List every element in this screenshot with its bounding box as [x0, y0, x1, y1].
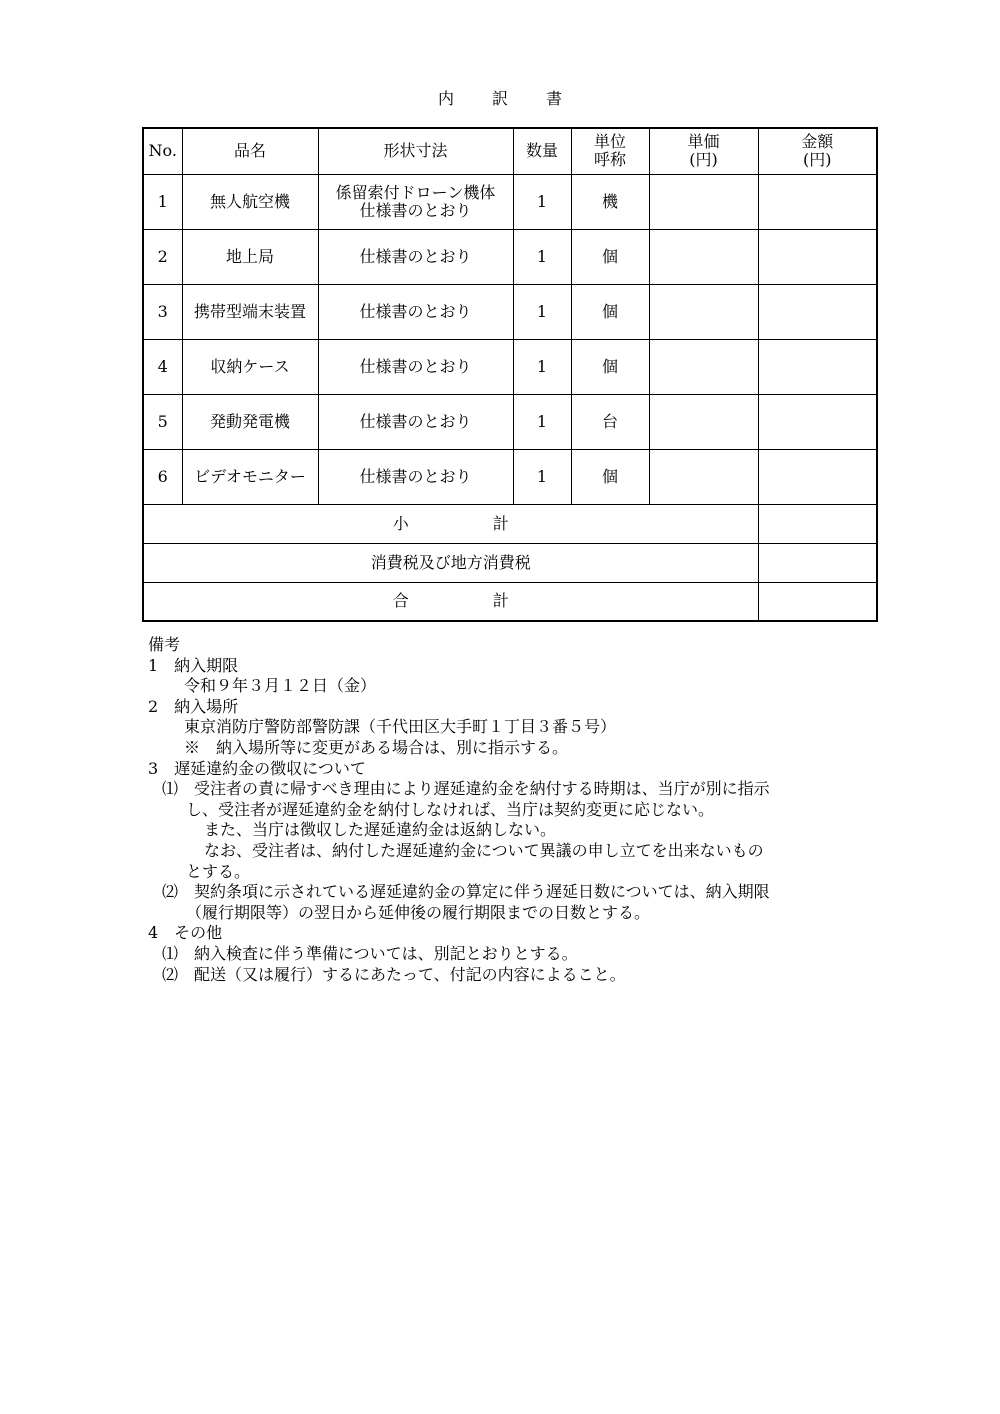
- header-unit-line2: 呼称: [593, 150, 626, 170]
- header-unit-line1: 単位: [593, 132, 626, 152]
- subtotal-label: [143, 504, 758, 543]
- row-amount: [758, 174, 877, 229]
- row-item-name: 無人航空機: [182, 174, 318, 229]
- remarks-item-3-1-line3: また、当庁は徴収した遅延違約金は返納しない。: [204, 820, 557, 840]
- remarks-item-3-1-line5: とする。: [186, 861, 251, 881]
- remarks-item-3-1-line1: ⑴ 受注者の責に帰すべき理由により遅延違約金を納付する時期は、当庁が別に指示: [162, 779, 770, 799]
- header-unit: [571, 128, 649, 174]
- row-quantity: 1: [513, 229, 571, 284]
- remarks-item-1-heading: 1 納入期限: [148, 655, 239, 675]
- title-char-3: 書: [546, 89, 563, 108]
- row-no: 3: [143, 284, 182, 339]
- table-row: [143, 284, 877, 339]
- row-unit: 個: [571, 229, 649, 284]
- row-amount: [758, 229, 877, 284]
- remarks-item-3-1-line4: なお、受注者は、納付した遅延違約金について異議の申し立てを出来ないもの: [204, 840, 764, 860]
- subtotal-char-2: 計: [492, 513, 509, 533]
- row-quantity: 1: [513, 339, 571, 394]
- row-item-name: ビデオモニター: [182, 449, 318, 504]
- total-label: [143, 582, 758, 621]
- remarks-item-4-2: ⑵ 配送（又は履行）するにあたって、付記の内容によること。: [162, 964, 626, 984]
- row-quantity: 1: [513, 284, 571, 339]
- remarks-item-3-heading: 3 遅延違約金の徴収について: [148, 758, 366, 778]
- tax-row: [143, 543, 877, 582]
- remarks-item-3-2-line1: ⑵ 契約条項に示されている遅延違約金の算定に伴う遅延日数については、納入期限: [162, 882, 770, 902]
- row-no: 6: [143, 449, 182, 504]
- header-unit-price-line1: 単価: [687, 132, 720, 152]
- total-row: [143, 582, 877, 621]
- row-unit-price: [649, 174, 758, 229]
- header-quantity: 数量: [513, 128, 571, 174]
- document-title: [0, 86, 1000, 109]
- total-amount: [758, 582, 877, 621]
- table-row: [143, 174, 877, 229]
- row-unit: 台: [571, 394, 649, 449]
- row-spec: 仕様書のとおり: [318, 229, 513, 284]
- row-item-name: 地上局: [182, 229, 318, 284]
- header-amount-line2: (円): [803, 150, 832, 170]
- table-row: [143, 449, 877, 504]
- row-spec-line1: 係留索付ドローン機体: [335, 182, 496, 202]
- row-no: 2: [143, 229, 182, 284]
- header-no: No.: [143, 128, 182, 174]
- total-char-1: 合: [392, 591, 409, 611]
- row-amount: [758, 339, 877, 394]
- row-item-name: 携帯型端末装置: [182, 284, 318, 339]
- remarks-delivery-deadline: 令和９年３月１２日（金）: [184, 676, 377, 696]
- tax-label: 消費税及び地方消費税: [143, 543, 758, 582]
- remarks-section: [148, 635, 878, 985]
- tax-amount: [758, 543, 877, 582]
- row-item-name: 発動発電機: [182, 394, 318, 449]
- row-spec: 仕様書のとおり: [318, 339, 513, 394]
- row-unit: 個: [571, 339, 649, 394]
- title-char-2: 訳: [491, 89, 508, 108]
- row-no: 4: [143, 339, 182, 394]
- table-row: [143, 229, 877, 284]
- row-unit-price: [649, 229, 758, 284]
- row-item-name: 収納ケース: [182, 339, 318, 394]
- row-no: 1: [143, 174, 182, 229]
- row-quantity: 1: [513, 449, 571, 504]
- remarks-item-3-1-line2: し、受注者が遅延違約金を納付しなければ、当庁は契約変更に応じない。: [186, 799, 715, 819]
- subtotal-amount: [758, 504, 877, 543]
- subtotal-row: [143, 504, 877, 543]
- header-amount-line1: 金額: [801, 132, 834, 152]
- remarks-item-4-1: ⑴ 納入検査に伴う準備については、別記とおりとする。: [162, 943, 578, 963]
- header-item-name: 品名: [182, 128, 318, 174]
- row-unit: 個: [571, 284, 649, 339]
- header-amount: [758, 128, 877, 174]
- row-spec: 仕様書のとおり: [318, 449, 513, 504]
- header-unit-price: [649, 128, 758, 174]
- table-row: [143, 339, 877, 394]
- row-amount: [758, 284, 877, 339]
- row-no: 5: [143, 394, 182, 449]
- remarks-item-3-2-line2: （履行期限等）の翌日から延伸後の履行期限までの日数とする。: [186, 902, 651, 922]
- row-spec: [318, 174, 513, 229]
- row-unit-price: [649, 284, 758, 339]
- row-quantity: 1: [513, 394, 571, 449]
- title-char-1: 内: [437, 89, 454, 108]
- remarks-delivery-place-note: ※ 納入場所等に変更がある場合は、別に指示する。: [184, 737, 569, 757]
- table-row: [143, 394, 877, 449]
- header-spec: 形状寸法: [318, 128, 513, 174]
- row-unit-price: [649, 339, 758, 394]
- row-unit-price: [649, 394, 758, 449]
- remarks-heading: 備考: [148, 635, 181, 654]
- row-unit-price: [649, 449, 758, 504]
- row-amount: [758, 394, 877, 449]
- row-spec-line2: 仕様書のとおり: [359, 200, 472, 220]
- total-char-2: 計: [492, 591, 509, 611]
- row-spec: 仕様書のとおり: [318, 394, 513, 449]
- breakdown-table: [142, 127, 878, 622]
- remarks-delivery-place: 東京消防庁警防部警防課（千代田区大手町１丁目３番５号）: [184, 717, 617, 737]
- row-unit: 機: [571, 174, 649, 229]
- row-quantity: 1: [513, 174, 571, 229]
- subtotal-char-1: 小: [392, 513, 409, 533]
- remarks-item-2-heading: 2 納入場所: [148, 696, 239, 716]
- row-amount: [758, 449, 877, 504]
- header-unit-price-line2: (円): [689, 150, 718, 170]
- table-header-row: [143, 128, 877, 174]
- row-unit: 個: [571, 449, 649, 504]
- row-spec: 仕様書のとおり: [318, 284, 513, 339]
- remarks-item-4-heading: 4 その他: [148, 923, 223, 943]
